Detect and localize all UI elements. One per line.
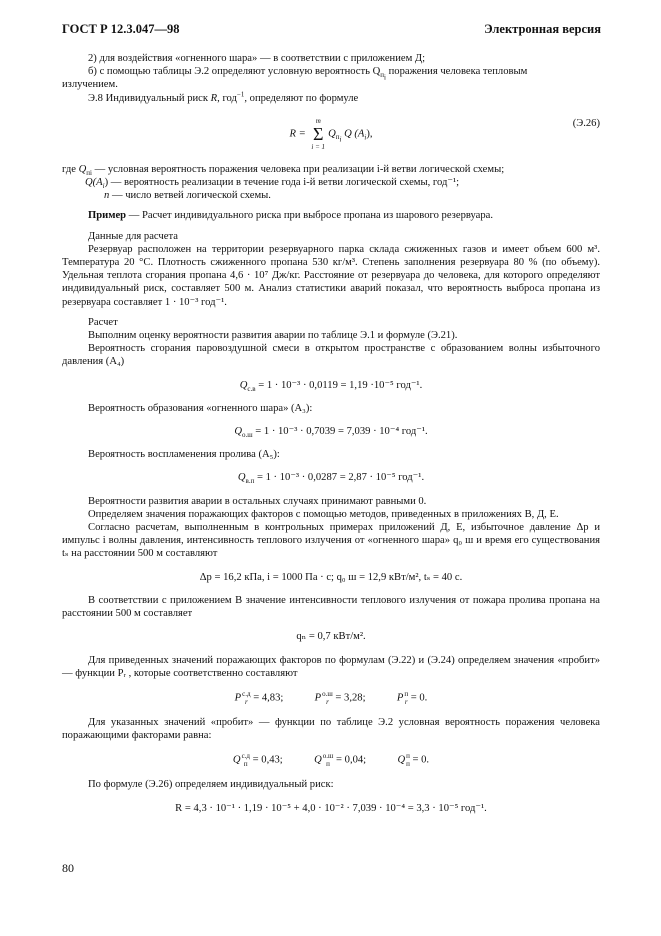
qp-osh-value: = 0,04; xyxy=(333,754,367,766)
clause-e8-unit: , год xyxy=(217,92,237,104)
probit-sd-sub: r xyxy=(245,697,248,706)
probit-sd-sup: с.д xyxy=(242,689,251,698)
definition-symbol: Q(A xyxy=(85,177,103,189)
example-label: Пример xyxy=(88,210,127,222)
probit-p-sup: п xyxy=(404,689,409,698)
standard-code: ГОСТ Р 12.3.047—98 xyxy=(62,22,180,36)
page-number: 80 xyxy=(62,861,74,875)
formula-e26-q: Q xyxy=(328,128,336,140)
formula-q-sv-symbol: Q xyxy=(239,379,248,391)
formula-q-osh-sub: о.ш xyxy=(241,431,253,440)
formula-e26-number: (Э.26) xyxy=(572,117,600,129)
intro-item-2: 2) для воздействия «огненного шара» — в соответствии с приложением Д; xyxy=(88,53,426,64)
probit-osh-sub: r xyxy=(326,697,329,706)
example-text: — Расчет индивидуального риска при выбросе пропана из шарового резервуара. xyxy=(126,210,494,222)
clause-e8 xyxy=(62,92,600,105)
qp-osh-sub: п xyxy=(326,760,330,769)
calc-p1: Выполним оценку вероятности развития аварии по таблице Э.1 и формуле (Э.21). xyxy=(88,330,458,342)
probit-sd-value: = 4,83; xyxy=(250,692,284,704)
formula-q-vp-symbol: Q xyxy=(237,472,246,484)
qp-p-sub: п xyxy=(406,760,410,769)
calc-p4: Вероятность воспламенения пролива (A₅): xyxy=(88,449,280,461)
definition-symbol: Q xyxy=(78,163,87,175)
intro-item-b-cont: излучением. xyxy=(62,79,118,91)
example-line xyxy=(62,209,600,222)
probit-osh-symbol: P xyxy=(314,692,322,704)
definition-symbol-sub: i xyxy=(102,182,105,191)
clause-e8-symbol: R xyxy=(210,92,218,104)
version-label: Электронная версия xyxy=(484,22,601,36)
definition-symbol-sub: пi xyxy=(86,168,92,177)
definition-text: — условная вероятность поражения человека при реализации i-й ветви логической схемы; xyxy=(91,163,505,175)
probit-p-value: = 0. xyxy=(408,692,428,704)
formula-q-osh-rhs: = 1 · 10⁻³ · 0,7039 = 7,039 · 10⁻⁴ год⁻¹. xyxy=(252,426,428,438)
calc-p5: Вероятности развития аварии в остальных случаях принимают равными 0. xyxy=(88,495,427,507)
definition-text: — число ветвей логической схемы. xyxy=(109,190,271,202)
formula-e26-q-subsub: i xyxy=(339,135,342,144)
formula-e26-qa-sub: i xyxy=(364,133,367,142)
definitions-list xyxy=(62,163,600,203)
intro-item-b-sub: п xyxy=(380,71,385,80)
formula-e26-lhs: R = xyxy=(289,128,309,140)
calc-p7: Согласно расчетам, выполненным в контрольных примерах приложений Д, Е, избыточное давление Δp и импульс i волны давления, интенсивность теплового излучения от «огненного шара» q₀ ш и время его существования tₛ на расстоянии 500 м составляют xyxy=(62,522,600,560)
clause-e8-sup: −1 xyxy=(236,90,245,99)
calc-p6: Определяем значения поражающих факторов с помощью методов, приведенных в приложениях В, Д, Е. xyxy=(88,508,559,520)
qp-sd-sub: п xyxy=(243,760,248,769)
formula-q-vp-sub: в.п xyxy=(245,477,255,486)
summation-sign xyxy=(311,117,325,151)
calc-p11: По формуле (Э.26) определяем индивидуальный риск: xyxy=(88,779,334,791)
formula-e26-qa: Q (A xyxy=(341,128,365,140)
probit-osh-sup: о.ш xyxy=(322,689,333,698)
formula-probit-values xyxy=(62,690,600,706)
intro-item-b-subsub: i xyxy=(384,73,386,82)
sum-lower-limit: i = 1 xyxy=(311,142,326,151)
probit-p-sub: r xyxy=(404,697,408,706)
intro-item-b-text: б) с помощью таблицы Э.2 определяют условную вероятность Q xyxy=(88,66,381,78)
probit-p-symbol: P xyxy=(396,692,404,704)
formula-q-vp xyxy=(62,471,600,484)
clause-e8-end: , определяют по формуле xyxy=(244,92,359,104)
calc-p9: Для приведенных значений поражающих факторов по формулам (Э.22) и (Э.24) определяем значения «пробит» — функции Pᵣ , которые соответственно составляют xyxy=(62,654,600,679)
qp-sd-sup: с.д xyxy=(241,752,250,761)
formula-qp: qₙ = 0,7 кВт/м². xyxy=(296,631,366,643)
probit-sd-symbol: P xyxy=(234,692,242,704)
qp-osh-symbol: Q xyxy=(314,754,322,766)
intro-item-b xyxy=(62,65,600,82)
sigma-glyph: Σ xyxy=(312,123,324,144)
input-data-paragraph: Резервуар расположен на территории резервуарного парка склада сжиженных газов и имеет объем 600 м³. Температура 20 °С. Плотность сжиженного пропана 530 кг/м³. Степень заполнения резервуара 80 % (по объему). Удельная теплота сгорания пропана 4,6 · 10⁷ Дж/кг. Расстояние от резервуара до человека, для которого определяют индивидуальный риск, составляет 500 м. Анализ статистики аварий показал, что вероятность выброса пропана из резервуара составляет 1 · 10⁻³ год⁻¹. xyxy=(62,243,600,308)
definition-n xyxy=(62,189,600,202)
page-body xyxy=(62,52,600,825)
definition-q-pi xyxy=(62,163,600,176)
formula-q-vp-rhs: = 1 · 10⁻³ · 0,0287 = 2,87 · 10⁻⁵ год⁻¹. xyxy=(254,472,425,484)
probit-osh-value: = 3,28; xyxy=(332,692,366,704)
sum-upper-limit: m xyxy=(315,116,321,125)
calc-p2: Вероятность сгорания паровоздушной смеси в открытом пространстве с образованием волны избыточного давления (A₄) xyxy=(62,343,600,368)
clause-e8-pre: Э.8 Индивидуальный риск xyxy=(88,92,211,104)
calc-p8: В соответствии с приложением В значение интенсивности теплового излучения от пожара пролива пропана на расстоянии 500 м составляет xyxy=(62,594,600,620)
qp-p-symbol: Q xyxy=(397,754,406,766)
definition-q-ai xyxy=(62,176,600,189)
formula-e26-end: ), xyxy=(366,128,373,140)
qp-sd-symbol: Q xyxy=(232,754,241,766)
formula-conditional-probabilities xyxy=(62,752,600,768)
formula-e26-q-sub: п xyxy=(335,133,340,142)
calc-p3: Вероятность образования «огненного шара» (A₃): xyxy=(88,402,313,414)
formula-damage-factors: Δp = 16,2 кПа, i = 1000 Па · с; q₀ ш = 12,9 кВт/м², tₛ = 40 с. xyxy=(199,571,463,583)
calc-heading: Расчет xyxy=(88,316,118,328)
intro-item-b-post: поражения человека тепловым xyxy=(385,66,528,78)
definition-prefix: где xyxy=(62,163,79,175)
definition-symbol: n xyxy=(104,190,110,202)
formula-q-sv xyxy=(62,379,600,392)
formula-q-sv-sub: с.в xyxy=(247,384,256,393)
formula-q-sv-rhs: = 1 · 10⁻³ · 0,0119 = 1,19 ·10⁻⁵ год⁻¹. xyxy=(255,379,423,391)
formula-e26 xyxy=(62,117,600,151)
qp-p-value: = 0. xyxy=(409,754,430,766)
qp-osh-sup: о.ш xyxy=(322,752,334,761)
formula-q-osh xyxy=(62,425,600,438)
input-data-heading: Данные для расчета xyxy=(88,230,178,242)
qp-p-sup: п xyxy=(406,752,410,761)
definition-text: ) — вероятность реализации в течение года i-й ветви логической схемы, год⁻¹; xyxy=(104,177,460,189)
formula-individual-risk: R = 4,3 · 10⁻¹ · 1,19 · 10⁻⁵ + 4,0 · 10⁻² · 7,039 · 10⁻⁴ = 3,3 · 10⁻⁵ год⁻¹. xyxy=(175,802,487,814)
formula-q-osh-symbol: Q xyxy=(234,426,242,438)
qp-sd-value: = 0,43; xyxy=(250,754,283,766)
calc-p10: Для указанных значений «пробит» — функции по таблице Э.2 условная вероятность поражения человека поражающими факторами равна: xyxy=(62,716,600,742)
